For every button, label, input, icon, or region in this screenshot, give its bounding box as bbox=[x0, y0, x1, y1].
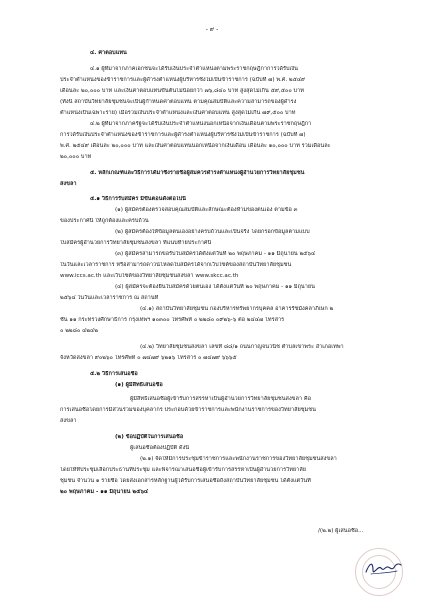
text-line: (๒.๑) จัดให้มีการประชุมข้าราชการและพนักงานราชการของวิทยาลัยชุมชนสงขลา bbox=[140, 456, 337, 462]
text-line: ๔.๑ ผู้ที่มาจากภาคเอกชนจะได้รับเงินประจำตำแหน่งตามพระราชกฤษฎีกาการได้รับเงิน bbox=[90, 66, 298, 72]
text-line: www.iccs.ac.th และเว็บไซต์ของวิทยาลัยชุมชนสงขลา www.skcc.ac.th bbox=[60, 273, 239, 279]
text-line: สงขลา bbox=[60, 418, 77, 424]
text-line: (๑) ผู้สมัครต้องตรวจสอบคุณสมบัติและลักษณะต้องห้ามของตนเอง ตามข้อ ๓ bbox=[115, 207, 298, 213]
text-line: (๔.๒) วิทยาลัยชุมชนสงขลา เลขที่ ๘๘/๑ ถนนกาญจนวนิช ตำบลเขาพระ อำเภอเทพา bbox=[140, 344, 344, 350]
text-line: ในวันและเวลาราชการ หรือสามารถดาวน์โหลดใบสมัครได้จากเว็บไซต์ของสถาบันวิทยาลัยชุมชน bbox=[60, 262, 292, 268]
text-line: (ทั้งนี้ สถาบันวิทยาลัยชุมชนจะเป็นผู้กำหนดค่าตอบแทน ตามคุณสมบัติและความสามารถของผู้ดำรง bbox=[60, 99, 297, 105]
section-5-heading-cont: สงขลา bbox=[60, 181, 77, 187]
text-line: (๔.๑) สถาบันวิทยาลัยชุมชน กองบริหารทรัพยากรบุคคล อาคารรัชมังคลาภิเษก ๒ bbox=[140, 306, 334, 312]
continuation-note: /(๒.๒) ผู้เสนอชื่อ... bbox=[318, 528, 364, 534]
text-line: ๐ ๒๒๘๐ ๔๒๔๒ bbox=[60, 328, 98, 334]
text-line: ผู้มีสิทธิ์เสนอชื่อผู้เข้ารับการสรรหาเป็นผู้อำนวยการวิทยาลัยชุมชนสงขลา คือ bbox=[130, 396, 311, 402]
text-line: เดือนละ ๒๐,๐๐๐ บาท และเงินค่าตอบแทนขั้นต้นไม่น้อยกว่า ๗๖,๘๔๐ บาท สูงสุดไม่เกิน ๕๙,๕๐๐ บาท bbox=[60, 88, 304, 94]
section-4-heading: ๔. ค่าตอบแทน bbox=[90, 50, 127, 56]
text-line: จังหวัดสงขลา ๙๐๒๖๐ โทรศัพท์ ๐ ๗๔๗๙ ๖๒๑๖ โทรสาร ๐ ๗๔๗๙ ๖๖๖๕ bbox=[60, 355, 237, 361]
text-line: การเสนอชื่อโดยการมีส่วนร่วมของบุคลากร ประกอบด้วยข้าราชการและพนักงานราชการของวิทยาลัยชุมชน bbox=[60, 407, 316, 413]
text-line: พ.ศ. ๒๕๔๙ เดือนละ ๒๐,๐๐๐ บาท และเงินค่าตอบแทนนอกเหนือจากเงินเดือน เดือนละ ๑๐,๐๐๐ บาท รวมเดือนละ bbox=[60, 143, 331, 149]
subsection-5-2-1-heading: (๑) ผู้มีสิทธิ์เสนอชื่อ bbox=[115, 382, 163, 388]
text-line: ชุมชน จำนวน ๑ รายชื่อ โดยส่งเอกสารหลักฐานผู้ได้รับการเสนอชื่อถึงสถาบันวิทยาลัยชุมชน ได้ตั้งแต่วันที่ bbox=[60, 478, 311, 484]
text-line: ชั้น ๑๑ กระทรวงศึกษาธิการ กรุงเทพฯ ๑๐๓๐๐ โทรศัพท์ ๐ ๒๒๘๐ ๐๙๒๖-๖ ต่อ ๒๔๔๗ โทรสาร bbox=[60, 317, 285, 323]
text-line: ๒๕๖๔ ในวันและเวลาราชการ ณ สถานที่ bbox=[60, 295, 159, 301]
text-line: (๓) ผู้สมัครสามารถขอรับใบสมัครได้ตั้งแต่วันที่ ๒๐ พฤษภาคม - ๑๑ มิถุนายน ๒๕๖๔ bbox=[115, 251, 316, 257]
text-line: (๔) ผู้สมัครจะต้องยื่นใบสมัครด้วยตนเอง ได้ตั้งแต่วันที่ ๒๐ พฤษภาคม - ๑๑ มิถุนายน bbox=[115, 284, 315, 290]
page-number: - ๙ - bbox=[205, 26, 219, 33]
text-line: ๒๐ พฤษภาคม - ๑๑ มิถุนายน ๒๕๖๔ bbox=[60, 489, 149, 495]
text-line: ๔.๒ ผู้ที่มาจากภาครัฐจะได้รับเงินประจำตำแหน่งนอกเหนือจากเงินเดือนตามพระราชกฤษฎีกา bbox=[90, 121, 312, 127]
handwritten-signature bbox=[363, 556, 403, 580]
text-line: (๒) ผู้สมัครต้องให้ข้อมูลตนเองอย่างครบถ้วนและเป็นจริง โดยกรอกข้อมูลตามแบบ bbox=[115, 229, 310, 235]
section-5-heading: ๕. หลักเกณฑ์และวิธีการได้มาซึ่งรายชื่อผู้สมควรดำรงตำแหน่งผู้อำนวยการวิทยาลัยชุมชน bbox=[90, 170, 305, 176]
text-line: ของประกาศนี้ ให้ถูกต้องและครบถ้วน bbox=[60, 218, 149, 224]
text-line: การได้รับเงินประจำตำแหน่งของข้าราชการและผู้ดำรงตำแหน่งผู้บริหารซึ่งไม่เป็นข้าราชการ (ฉบับที่ ๗) bbox=[60, 132, 306, 138]
text-line: ประจำตำแหน่งของข้าราชการและผู้ดำรงตำแหน่งผู้บริหารซึ่งไม่เป็นข้าราชการ (ฉบับที่ ๗) พ.ศ. ๒๕๔๙ bbox=[60, 77, 306, 83]
subsection-5-2-2-heading: (๒) ข้อปฏิบัติในการเสนอชื่อ bbox=[115, 434, 184, 440]
text-line: ตำแหน่งเป็นเฉพาะราย) เมื่อรวมเงินประจำตำแหน่งและเงินค่าตอบแทน สูงสุดไม่เกิน ๗๙,๕๐๐ บาท bbox=[60, 110, 296, 116]
subsection-5-2-heading: ๕.๒ วิธีการเสนอชื่อ bbox=[90, 371, 138, 377]
text-line: ผู้เสนอชื่อต้องปฏิบัติ ดังนี้ bbox=[130, 445, 190, 451]
text-line: โดยให้ที่ประชุมเลือกประธานที่ประชุม และพิจารณาเสนอชื่อผู้เข้ารับการสรรหาเป็นผู้อำนวยการวิทยาลัย bbox=[60, 467, 307, 473]
text-line: ๒๐,๐๐๐ บาท bbox=[60, 154, 92, 160]
subsection-5-1-heading: ๕.๑ วิธีการรับสมัคร มีขั้นตอนดังต่อไปนี้ bbox=[90, 196, 186, 202]
text-line: ใบสมัครผู้อำนวยการวิทยาลัยชุมชนสงขลา ที่แนบท้ายประกาศนี้ bbox=[60, 240, 212, 246]
